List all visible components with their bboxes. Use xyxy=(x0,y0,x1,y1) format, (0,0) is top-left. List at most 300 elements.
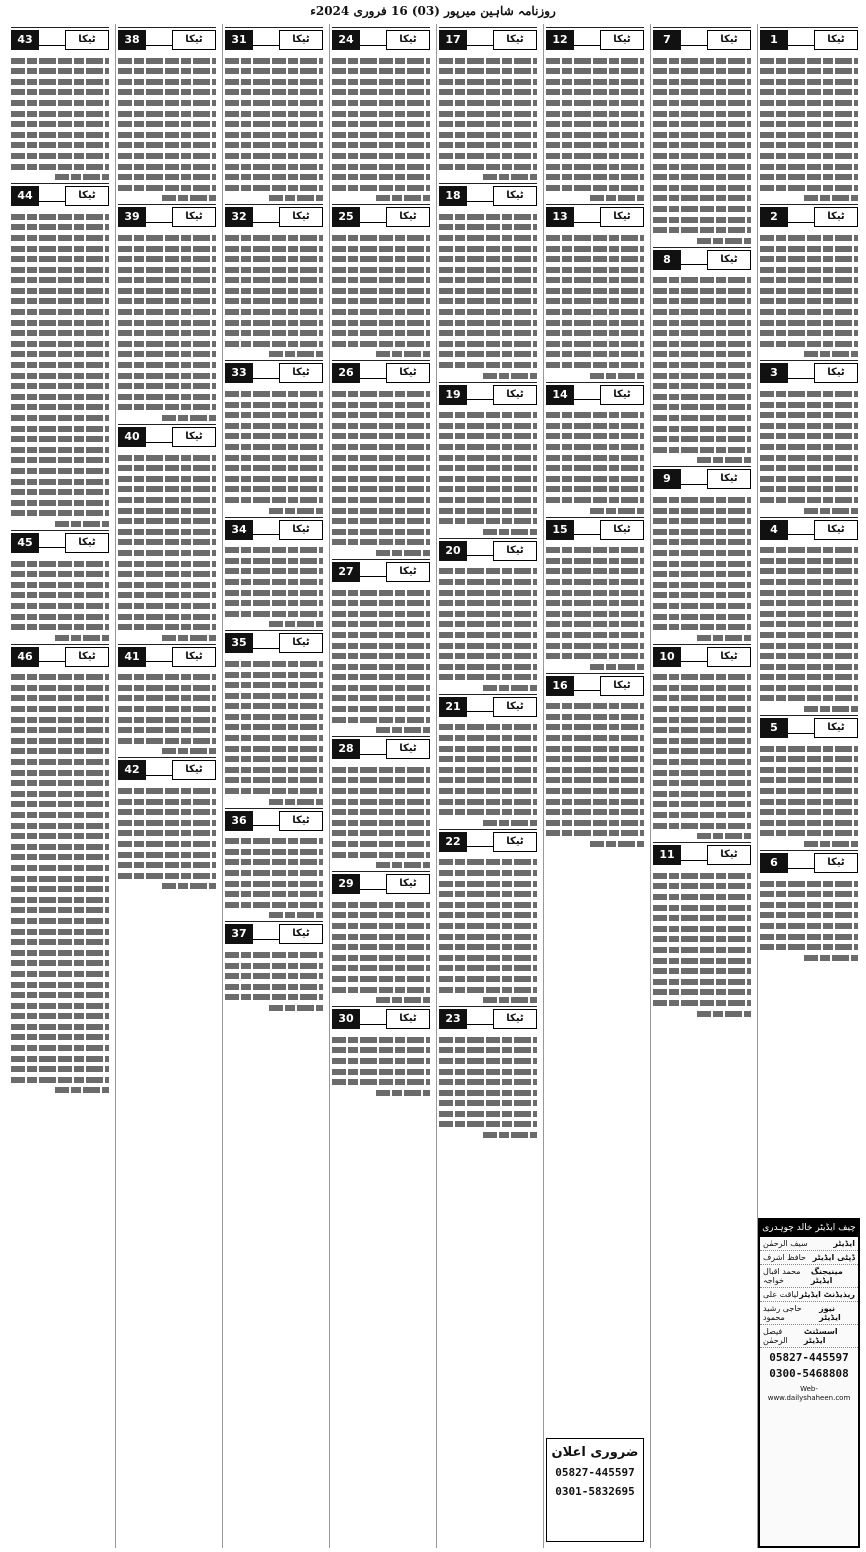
text-line xyxy=(118,873,216,879)
ticker-rule xyxy=(253,35,279,46)
text-line xyxy=(590,508,644,514)
text-line xyxy=(653,759,751,765)
ticker-tag xyxy=(653,30,751,50)
text-line xyxy=(653,89,751,95)
text-line xyxy=(118,351,216,357)
text-line xyxy=(269,621,323,627)
text-line xyxy=(118,674,216,680)
text-line xyxy=(546,121,644,127)
text-line xyxy=(225,267,323,273)
text-line xyxy=(546,79,644,85)
text-line xyxy=(118,841,216,847)
text-line xyxy=(546,767,644,773)
ticker-rule xyxy=(146,212,172,223)
text-line xyxy=(11,164,109,170)
text-line xyxy=(118,132,216,138)
text-line xyxy=(653,100,751,106)
text-line xyxy=(653,614,751,620)
ticker-tag xyxy=(546,676,644,696)
staff-role: ریذیڈنٹ ایڈیٹر xyxy=(799,1290,855,1299)
text-line xyxy=(546,611,644,617)
text-line xyxy=(760,174,858,180)
text-line xyxy=(653,738,751,744)
text-line xyxy=(332,185,430,191)
ticker-number: 13 xyxy=(546,207,574,227)
text-line xyxy=(11,801,109,807)
text-line xyxy=(760,767,858,773)
ticker-tag xyxy=(332,562,430,582)
text-line xyxy=(162,195,216,201)
text-line xyxy=(11,479,109,485)
ticker-number: 17 xyxy=(439,30,467,50)
text-line xyxy=(225,111,323,117)
header-title: روزنامہ شاہین میرپور (03) 16 فروری 2024ء xyxy=(310,4,556,18)
text-line xyxy=(439,58,537,64)
text-line xyxy=(653,748,751,754)
ticker-item xyxy=(439,1006,537,1138)
text-line xyxy=(804,351,858,357)
text-line xyxy=(332,288,430,294)
text-line xyxy=(439,256,537,262)
text-line xyxy=(439,288,537,294)
text-line xyxy=(439,444,537,450)
text-line xyxy=(653,206,751,212)
text-line xyxy=(332,256,430,262)
text-line xyxy=(439,579,537,585)
staff-name: حاجی رشید محمود xyxy=(763,1304,802,1322)
text-line xyxy=(11,624,109,630)
staff-role: نیوز ایڈیٹر xyxy=(819,1304,841,1322)
ticker-body xyxy=(653,492,751,640)
ticker-rule xyxy=(146,765,172,776)
ticker-body xyxy=(118,53,216,201)
staff-name: سیف الرحمٰن xyxy=(763,1239,808,1248)
text-line xyxy=(376,1090,430,1096)
text-line xyxy=(439,121,537,127)
text-line xyxy=(118,529,216,535)
text-line xyxy=(11,812,109,818)
ticker-label: ٹیکا xyxy=(493,697,537,717)
text-line xyxy=(55,1087,109,1093)
text-line xyxy=(483,373,537,379)
text-line xyxy=(11,320,109,326)
text-line xyxy=(118,695,216,701)
imprint-phone: 0300-5468808 xyxy=(769,1367,849,1380)
text-line xyxy=(118,624,216,630)
text-line xyxy=(225,246,323,252)
text-line xyxy=(653,780,751,786)
text-line xyxy=(760,643,858,649)
text-line xyxy=(546,351,644,357)
text-line xyxy=(760,121,858,127)
text-line xyxy=(760,433,858,439)
text-line xyxy=(760,444,858,450)
text-line xyxy=(653,518,751,524)
text-line xyxy=(225,984,323,990)
text-line xyxy=(225,849,323,855)
ticker-number: 1 xyxy=(760,30,788,50)
ticker-label: ٹیکا xyxy=(707,469,751,489)
text-line xyxy=(760,455,858,461)
text-line xyxy=(653,727,751,733)
staff-name: محمد اقبال خواجہ xyxy=(763,1267,801,1285)
ticker-tag xyxy=(332,30,430,50)
text-line xyxy=(11,415,109,421)
text-line xyxy=(760,830,858,836)
text-line xyxy=(439,944,537,950)
text-line xyxy=(653,905,751,911)
text-line xyxy=(546,830,644,836)
text-line xyxy=(118,788,216,794)
text-line xyxy=(653,394,751,400)
text-line xyxy=(546,89,644,95)
text-line xyxy=(225,423,323,429)
text-line xyxy=(332,402,430,408)
text-line xyxy=(546,746,644,752)
ticker-label: ٹیکا xyxy=(493,385,537,405)
text-line xyxy=(760,809,858,815)
ticker-tag xyxy=(118,207,216,227)
ticker-body xyxy=(760,876,858,961)
text-line xyxy=(697,1011,751,1017)
ticker-rule xyxy=(253,929,279,940)
text-line xyxy=(332,955,430,961)
text-line xyxy=(332,58,430,64)
ticker-rule xyxy=(467,191,493,202)
ticker-rule xyxy=(467,1014,493,1025)
text-line xyxy=(653,979,751,985)
notice-phone: 0301-5832695 xyxy=(555,1485,635,1498)
text-line xyxy=(653,989,751,995)
text-line xyxy=(439,976,537,982)
text-line xyxy=(332,497,430,503)
text-line xyxy=(225,476,323,482)
text-line xyxy=(760,590,858,596)
ticker-rule xyxy=(146,35,172,46)
text-line xyxy=(546,111,644,117)
text-line xyxy=(332,320,430,326)
text-line xyxy=(760,486,858,492)
text-line xyxy=(439,68,537,74)
ticker-tag xyxy=(225,924,323,944)
text-line xyxy=(653,174,751,180)
text-line xyxy=(11,939,109,945)
ticker-label: ٹیکا xyxy=(493,541,537,561)
text-line xyxy=(653,770,751,776)
text-line xyxy=(546,820,644,826)
text-line xyxy=(118,277,216,283)
ticker-rule xyxy=(146,651,172,662)
text-line xyxy=(546,476,644,482)
ticker-number: 18 xyxy=(439,186,467,206)
ticker-number: 10 xyxy=(653,647,681,667)
ticker-item xyxy=(225,27,323,201)
ticker-label: ٹیکا xyxy=(65,647,109,667)
text-line xyxy=(760,256,858,262)
text-line xyxy=(332,632,430,638)
ticker-item xyxy=(546,204,644,378)
text-line xyxy=(118,476,216,482)
text-line xyxy=(11,510,109,516)
text-line xyxy=(439,1037,537,1043)
text-line xyxy=(760,820,858,826)
column-6 xyxy=(222,24,325,1548)
text-line xyxy=(760,341,858,347)
ticker-tag xyxy=(653,845,751,865)
text-line xyxy=(11,897,109,903)
text-line xyxy=(653,142,751,148)
text-line xyxy=(118,174,216,180)
text-line xyxy=(11,1034,109,1040)
ticker-label: ٹیکا xyxy=(386,30,430,50)
ticker-body xyxy=(225,230,323,357)
text-line xyxy=(653,195,751,201)
text-line xyxy=(11,132,109,138)
text-line xyxy=(55,635,109,641)
text-line xyxy=(332,298,430,304)
ticker-number: 46 xyxy=(11,647,39,667)
text-line xyxy=(332,841,430,847)
ticker-number: 2 xyxy=(760,207,788,227)
ticker-item xyxy=(118,757,216,889)
text-line xyxy=(760,79,858,85)
text-line xyxy=(332,788,430,794)
text-line xyxy=(225,994,323,1000)
ticker-tag xyxy=(118,30,216,50)
text-line xyxy=(225,89,323,95)
text-line xyxy=(118,100,216,106)
text-line xyxy=(653,894,751,900)
text-line xyxy=(760,653,858,659)
text-line xyxy=(118,571,216,577)
text-line xyxy=(11,780,109,786)
text-line xyxy=(439,100,537,106)
text-line xyxy=(11,685,109,691)
ticker-item xyxy=(225,921,323,1011)
text-line xyxy=(653,571,751,577)
text-line xyxy=(118,706,216,712)
ticker-number: 32 xyxy=(225,207,253,227)
ticker-body xyxy=(225,947,323,1011)
text-line xyxy=(332,987,430,993)
text-line xyxy=(760,558,858,564)
text-line xyxy=(11,447,109,453)
text-line xyxy=(483,997,537,1003)
ticker-item xyxy=(118,644,216,755)
text-line xyxy=(332,664,430,670)
text-line xyxy=(118,550,216,556)
ticker-tag xyxy=(332,739,430,759)
text-line xyxy=(760,89,858,95)
text-line xyxy=(118,799,216,805)
text-line xyxy=(760,267,858,273)
text-line xyxy=(760,600,858,606)
ticker-tag xyxy=(760,853,858,873)
ticker-number: 24 xyxy=(332,30,360,50)
text-line xyxy=(653,58,751,64)
text-line xyxy=(653,436,751,442)
text-line xyxy=(118,614,216,620)
text-line xyxy=(118,246,216,252)
text-line xyxy=(332,341,430,347)
text-line xyxy=(439,735,537,741)
text-line xyxy=(225,235,323,241)
ticker-label: ٹیکا xyxy=(279,924,323,944)
text-line xyxy=(225,973,323,979)
text-line xyxy=(225,497,323,503)
text-line xyxy=(11,759,109,765)
ticker-label: ٹیکا xyxy=(386,363,430,383)
ticker-label: ٹیکا xyxy=(814,853,858,873)
text-line xyxy=(118,68,216,74)
text-line xyxy=(546,153,644,159)
text-line xyxy=(760,100,858,106)
text-line xyxy=(546,256,644,262)
text-line xyxy=(11,500,109,506)
text-line xyxy=(653,79,751,85)
staff-row xyxy=(760,1288,858,1302)
staff-row xyxy=(760,1237,858,1251)
text-line xyxy=(653,529,751,535)
text-line xyxy=(11,153,109,159)
text-line xyxy=(760,674,858,680)
ticker-label: ٹیکا xyxy=(493,1009,537,1029)
ticker-label: ٹیکا xyxy=(386,562,430,582)
text-line xyxy=(225,682,323,688)
ticker-label: ٹیکا xyxy=(65,533,109,553)
text-line xyxy=(653,164,751,170)
ticker-label: ٹیکا xyxy=(814,207,858,227)
text-line xyxy=(11,982,109,988)
text-line xyxy=(546,777,644,783)
ticker-item xyxy=(11,530,109,641)
text-line xyxy=(760,756,858,762)
text-line xyxy=(118,852,216,858)
ticker-body xyxy=(546,699,644,847)
text-line xyxy=(439,1047,537,1053)
text-line xyxy=(546,600,644,606)
ticker-rule xyxy=(467,701,493,712)
text-line xyxy=(376,195,430,201)
text-line xyxy=(653,791,751,797)
ticker-body xyxy=(439,564,537,691)
text-line xyxy=(332,486,430,492)
text-line xyxy=(225,724,323,730)
text-line xyxy=(118,394,216,400)
ticker-tag xyxy=(439,30,537,50)
text-line xyxy=(760,465,858,471)
text-line xyxy=(760,579,858,585)
text-line xyxy=(11,823,109,829)
text-line xyxy=(225,703,323,709)
ticker-label: ٹیکا xyxy=(386,739,430,759)
text-line xyxy=(118,121,216,127)
imprint-phone: 05827-445597 xyxy=(769,1351,849,1364)
text-line xyxy=(225,402,323,408)
ticker-number: 42 xyxy=(118,760,146,780)
ticker-item xyxy=(653,644,751,840)
text-line xyxy=(11,235,109,241)
ticker-rule xyxy=(467,389,493,400)
text-line xyxy=(439,891,537,897)
text-line xyxy=(546,465,644,471)
ticker-body xyxy=(653,273,751,464)
ticker-tag xyxy=(11,186,109,206)
text-line xyxy=(225,132,323,138)
column-2 xyxy=(650,24,753,1548)
ticker-item xyxy=(653,466,751,640)
text-line xyxy=(546,142,644,148)
text-line xyxy=(590,373,644,379)
ticker-rule xyxy=(467,836,493,847)
ticker-item xyxy=(11,27,109,180)
ticker-label: ٹیکا xyxy=(172,30,216,50)
text-line xyxy=(653,674,751,680)
text-line xyxy=(332,330,430,336)
text-line xyxy=(439,1058,537,1064)
ticker-tag xyxy=(332,1009,430,1029)
text-line xyxy=(332,965,430,971)
ticker-label: ٹیکا xyxy=(493,832,537,852)
ticker-tag xyxy=(653,250,751,270)
text-line xyxy=(439,79,537,85)
text-line xyxy=(653,883,751,889)
text-line xyxy=(760,153,858,159)
text-line xyxy=(11,341,109,347)
ticker-label: ٹیکا xyxy=(600,676,644,696)
ticker-label: ٹیکا xyxy=(600,207,644,227)
text-line xyxy=(11,886,109,892)
text-line xyxy=(439,267,537,273)
text-line xyxy=(439,235,537,241)
text-line xyxy=(546,653,644,659)
text-line xyxy=(332,600,430,606)
text-line xyxy=(11,865,109,871)
ticker-tag xyxy=(653,647,751,667)
ticker-body xyxy=(439,53,537,180)
ticker-label: ٹیکا xyxy=(600,520,644,540)
ticker-rule xyxy=(253,524,279,535)
ticker-item xyxy=(546,382,644,514)
ticker-label: ٹیکا xyxy=(279,520,323,540)
text-line xyxy=(439,277,537,283)
text-line xyxy=(653,550,751,556)
text-line xyxy=(439,455,537,461)
text-line xyxy=(332,621,430,627)
text-line xyxy=(225,568,323,574)
text-line xyxy=(332,444,430,450)
ticker-body xyxy=(653,53,751,244)
text-line xyxy=(332,590,430,596)
text-line xyxy=(439,1079,537,1085)
text-line xyxy=(118,727,216,733)
imprint-web: Web-www.dailyshaheen.com xyxy=(767,1385,851,1402)
text-line xyxy=(11,876,109,882)
text-line xyxy=(439,1100,537,1106)
text-line xyxy=(546,433,644,439)
ticker-rule xyxy=(253,368,279,379)
ticker-rule xyxy=(681,35,707,46)
text-line xyxy=(332,717,430,723)
ticker-number: 23 xyxy=(439,1009,467,1029)
text-line xyxy=(332,799,430,805)
text-line xyxy=(546,267,644,273)
text-line xyxy=(118,455,216,461)
text-line xyxy=(225,391,323,397)
text-line xyxy=(118,288,216,294)
text-line xyxy=(439,611,537,617)
ticker-item xyxy=(225,808,323,919)
